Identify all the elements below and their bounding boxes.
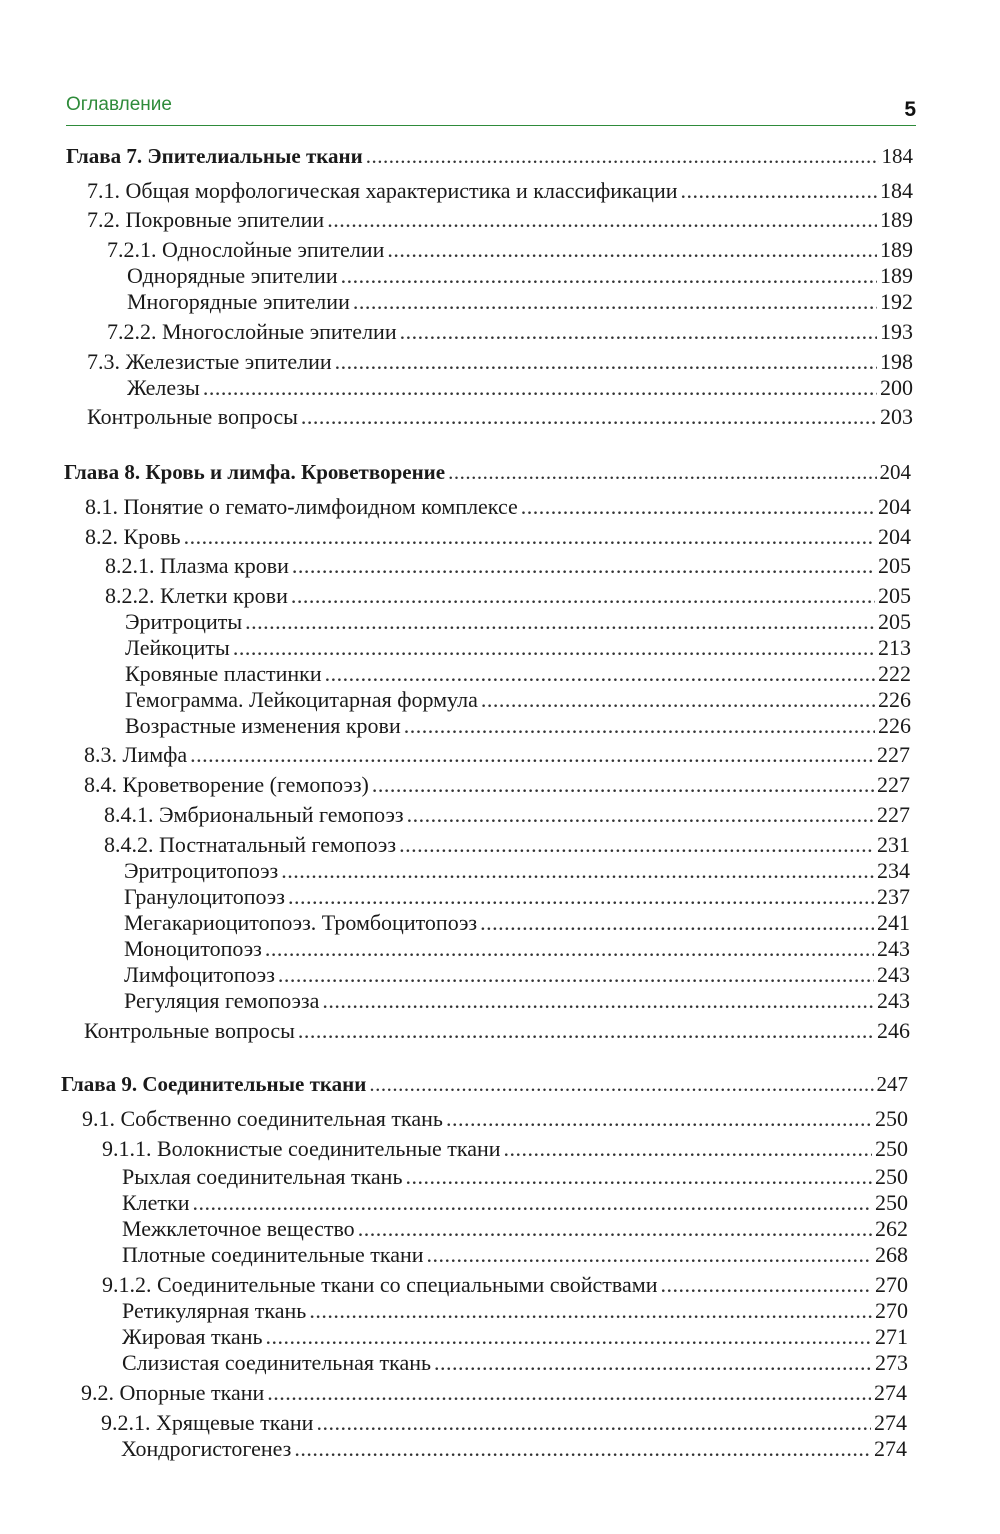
toc-dot-leader <box>366 143 879 169</box>
toc-entry <box>124 988 910 1014</box>
toc-entry-title: 7.2.2. Многослойные эпителии <box>107 319 397 344</box>
toc-entry-page: 270 <box>875 1298 908 1323</box>
toc-entry-page: 227 <box>877 802 910 827</box>
toc-entry-title: Клетки <box>122 1190 190 1215</box>
toc-chapter <box>66 143 913 169</box>
toc-entry-title: 8.4.1. Эмбриональный гемопоэз <box>104 802 404 827</box>
toc-entry-title: 8.4.2. Постнатальный гемопоэз <box>104 832 397 857</box>
toc-entry <box>125 713 911 739</box>
toc-dot-leader <box>288 884 874 910</box>
toc-entry <box>84 742 910 768</box>
toc-entry <box>85 524 911 550</box>
toc-entry-page: 205 <box>878 609 911 634</box>
toc-entry-title: Хондрогистогенез <box>121 1436 292 1461</box>
toc-dot-leader <box>434 1350 872 1376</box>
toc-entry-page: 243 <box>877 936 910 961</box>
toc-dot-leader <box>327 207 877 233</box>
toc-entry-title: Кровяные пластинки <box>125 661 322 686</box>
toc-dot-leader <box>504 1136 872 1162</box>
toc-entry-title: Гранулоцитопоэз <box>124 884 285 909</box>
toc-entry-title: Эритроциты <box>125 609 243 634</box>
toc-entry-title: Жировая ткань <box>122 1324 263 1349</box>
toc-dot-leader <box>281 858 874 884</box>
toc-entry-page: 204 <box>878 494 911 519</box>
toc-entry-title: Эритроцитопоэз <box>124 858 279 883</box>
toc-entry <box>124 910 910 936</box>
toc-entry-title: 7.2.1. Однослойные эпителии <box>107 237 385 262</box>
toc-entry-page: 271 <box>875 1324 908 1349</box>
toc-entry-page: 192 <box>880 289 913 314</box>
toc-entry-title: 8.3. Лимфа <box>84 742 188 767</box>
toc-dot-leader <box>399 832 874 858</box>
toc-entry-title: Плотные соединительные ткани <box>122 1242 424 1267</box>
toc-entry-page: 213 <box>878 635 911 660</box>
toc-entry-title: Мегакариоцитопоэз. Тромбоцитопоэз <box>124 910 478 935</box>
toc-entry-page: 250 <box>875 1106 908 1131</box>
toc-entry-page: 237 <box>877 884 910 909</box>
toc-dot-leader <box>309 1298 872 1324</box>
toc-entry-page: 203 <box>880 404 913 429</box>
toc-entry <box>122 1350 908 1376</box>
toc-dot-leader <box>316 1410 871 1436</box>
toc-entry <box>122 1216 908 1242</box>
toc-entry-page: 243 <box>877 962 910 987</box>
toc-entry-title: Железы <box>127 375 200 400</box>
toc-entry <box>124 858 910 884</box>
toc-dot-leader <box>190 742 874 768</box>
header-title: Оглавление <box>66 94 172 115</box>
toc-entry <box>102 1136 908 1162</box>
toc-entry <box>127 289 913 315</box>
toc-dot-leader <box>448 459 876 485</box>
toc-entry-page: 241 <box>877 910 910 935</box>
toc-dot-leader <box>404 713 875 739</box>
toc-dot-leader <box>322 988 874 1014</box>
toc-dot-leader <box>681 178 878 204</box>
toc-dot-leader <box>446 1106 872 1132</box>
toc-entry-page: 274 <box>874 1410 907 1435</box>
toc-dot-leader <box>294 1436 871 1462</box>
toc-entry-page: 231 <box>877 832 910 857</box>
toc-entry <box>122 1298 908 1324</box>
toc-entry-page: 247 <box>876 1072 908 1096</box>
toc-dot-leader <box>481 687 875 713</box>
toc-entry-title: 9.1.1. Волокнистые соединительные ткани <box>102 1136 501 1161</box>
toc-dot-leader <box>184 524 875 550</box>
toc-entry-page: 243 <box>877 988 910 1013</box>
toc-entry-title: Рыхлая соединительная ткань <box>122 1164 403 1189</box>
toc-entry-title: 8.4. Кроветворение (гемопоэз) <box>84 772 369 797</box>
toc-entry <box>124 884 910 910</box>
toc-entry <box>127 375 913 401</box>
toc-entry-page: 205 <box>878 583 911 608</box>
toc-entry <box>84 772 910 798</box>
toc-dot-leader <box>193 1190 873 1216</box>
toc-entry-title: 9.2.1. Хрящевые ткани <box>101 1410 314 1435</box>
toc-entry <box>107 319 913 345</box>
toc-entry-title: Моноцитопоэз <box>124 936 262 961</box>
toc-entry <box>125 687 911 713</box>
toc-entry-title: 7.1. Общая морфологическая характеристика и классификации <box>87 178 678 203</box>
toc-entry <box>127 263 913 289</box>
toc-entry-page: 268 <box>875 1242 908 1267</box>
toc-entry-page: 227 <box>877 742 910 767</box>
toc-dot-leader <box>369 1071 873 1097</box>
toc-entry-title: Многорядные эпителии <box>127 289 350 314</box>
toc-entry-page: 262 <box>875 1216 908 1241</box>
toc-chapter <box>64 459 911 485</box>
toc-dot-leader <box>233 635 875 661</box>
toc-entry-page: 198 <box>880 349 913 374</box>
toc-dot-leader <box>267 1380 871 1406</box>
toc-entry-title: Возрастные изменения крови <box>125 713 401 738</box>
toc-entry <box>81 1380 907 1406</box>
toc-entry-page: 250 <box>875 1136 908 1161</box>
toc-entry-page: 246 <box>877 1018 910 1043</box>
toc-entry-page: 193 <box>880 319 913 344</box>
toc-entry <box>85 494 911 520</box>
toc-entry-page: 226 <box>878 687 911 712</box>
toc-entry-title: 7.3. Железистые эпителии <box>87 349 332 374</box>
toc-entry-title: 8.2. Кровь <box>85 524 181 549</box>
toc-entry <box>124 936 910 962</box>
toc-entry <box>105 553 911 579</box>
toc-entry-page: 274 <box>874 1380 907 1405</box>
toc-dot-leader <box>341 263 877 289</box>
toc-entry <box>122 1190 908 1216</box>
toc-entry <box>122 1164 908 1190</box>
toc-entry-title: Глава 7. Эпителиальные ткани <box>66 144 363 168</box>
toc-entry <box>102 1272 908 1298</box>
toc-entry-page: 189 <box>880 237 913 262</box>
toc-entry-title: Лейкоциты <box>125 635 230 660</box>
toc-entry <box>105 583 911 609</box>
toc-entry-title: 9.1.2. Соединительные ткани со специальными свойствами <box>102 1272 658 1297</box>
toc-entry <box>125 609 911 635</box>
toc-entry-title: Контрольные вопросы <box>87 404 298 429</box>
toc-entry <box>124 962 910 988</box>
toc-entry-page: 274 <box>874 1436 907 1461</box>
toc-entry-title: Ретикулярная ткань <box>122 1298 307 1323</box>
toc-entry-title: 9.1. Собственно соединительная ткань <box>82 1106 443 1131</box>
toc-entry <box>107 237 913 263</box>
toc-dot-leader <box>400 319 877 345</box>
toc-dot-leader <box>265 936 874 962</box>
toc-entry-page: 205 <box>878 553 911 578</box>
toc-dot-leader <box>387 237 877 263</box>
toc-entry-title: Глава 8. Кровь и лимфа. Кроветворение <box>64 460 446 484</box>
toc-entry <box>104 832 910 858</box>
toc-entry-title: Слизистая соединительная ткань <box>122 1350 432 1375</box>
toc-entry-page: 273 <box>875 1350 908 1375</box>
toc-entry-page: 227 <box>877 772 910 797</box>
toc-entry-title: 8.2.1. Плазма крови <box>105 553 289 578</box>
toc-entry <box>101 1410 907 1436</box>
toc-entry-title: 7.2. Покровные эпителии <box>87 207 325 232</box>
toc-dot-leader <box>660 1272 872 1298</box>
toc-entry-page: 184 <box>881 144 913 168</box>
toc-entry-page: 270 <box>875 1272 908 1297</box>
toc-entry-page: 189 <box>880 263 913 288</box>
toc-entry-page: 200 <box>880 375 913 400</box>
toc-entry-page: 204 <box>878 524 911 549</box>
toc-dot-leader <box>325 661 875 687</box>
toc-dot-leader <box>480 910 874 936</box>
toc-entry-title: 8.2.2. Клетки крови <box>105 583 288 608</box>
toc-dot-leader <box>335 349 877 375</box>
toc-entry-page: 204 <box>879 460 911 484</box>
toc-entry-page: 222 <box>878 661 911 686</box>
toc-entry <box>125 661 911 687</box>
page-number: 5 <box>904 98 916 121</box>
toc-dot-leader <box>245 609 875 635</box>
toc-dot-leader <box>406 1164 873 1190</box>
toc-entry-page: 234 <box>877 858 910 883</box>
toc-entry <box>125 635 911 661</box>
toc-dot-leader <box>298 1018 874 1044</box>
toc-entry-page: 226 <box>878 713 911 738</box>
toc-entry-page: 250 <box>875 1164 908 1189</box>
toc-dot-leader <box>353 289 877 315</box>
toc-entry-title: Гемограмма. Лейкоцитарная формула <box>125 687 478 712</box>
toc-entry <box>82 1106 908 1132</box>
toc-entry-title: Однорядные эпителии <box>127 263 338 288</box>
toc-dot-leader <box>372 772 874 798</box>
toc-dot-leader <box>407 802 874 828</box>
toc-entry-title: Контрольные вопросы <box>84 1018 295 1043</box>
header-divider <box>66 125 916 126</box>
toc-entry-title: Регуляция гемопоэза <box>124 988 320 1013</box>
toc-entry <box>121 1436 907 1462</box>
toc-entry-title: 8.1. Понятие о гемато-лимфоидном комплексе <box>85 494 518 519</box>
toc-chapter <box>61 1071 908 1097</box>
toc-entry <box>87 349 913 375</box>
toc-entry-title: Глава 9. Соединительные ткани <box>61 1072 367 1096</box>
toc-entry-page: 184 <box>880 178 913 203</box>
toc-entry-page: 250 <box>875 1190 908 1215</box>
toc-entry <box>122 1324 908 1350</box>
toc-dot-leader <box>278 962 874 988</box>
toc-entry-title: Межклеточное вещество <box>122 1216 355 1241</box>
page-header <box>66 94 916 134</box>
toc-dot-leader <box>301 404 877 430</box>
toc-entry-title: 9.2. Опорные ткани <box>81 1380 265 1405</box>
toc-dot-leader <box>291 583 875 609</box>
toc-entry-page: 189 <box>880 207 913 232</box>
toc-dot-leader <box>521 494 875 520</box>
toc-dot-leader <box>358 1216 872 1242</box>
toc-entry <box>87 404 913 430</box>
toc-entry <box>87 178 913 204</box>
toc-entry <box>84 1018 910 1044</box>
toc-entry <box>104 802 910 828</box>
toc-entry <box>122 1242 908 1268</box>
toc-dot-leader <box>292 553 875 579</box>
toc-dot-leader <box>266 1324 872 1350</box>
toc-dot-leader <box>427 1242 872 1268</box>
toc-entry-title: Лимфоцитопоэз <box>124 962 275 987</box>
toc-entry <box>87 207 913 233</box>
toc-dot-leader <box>203 375 877 401</box>
